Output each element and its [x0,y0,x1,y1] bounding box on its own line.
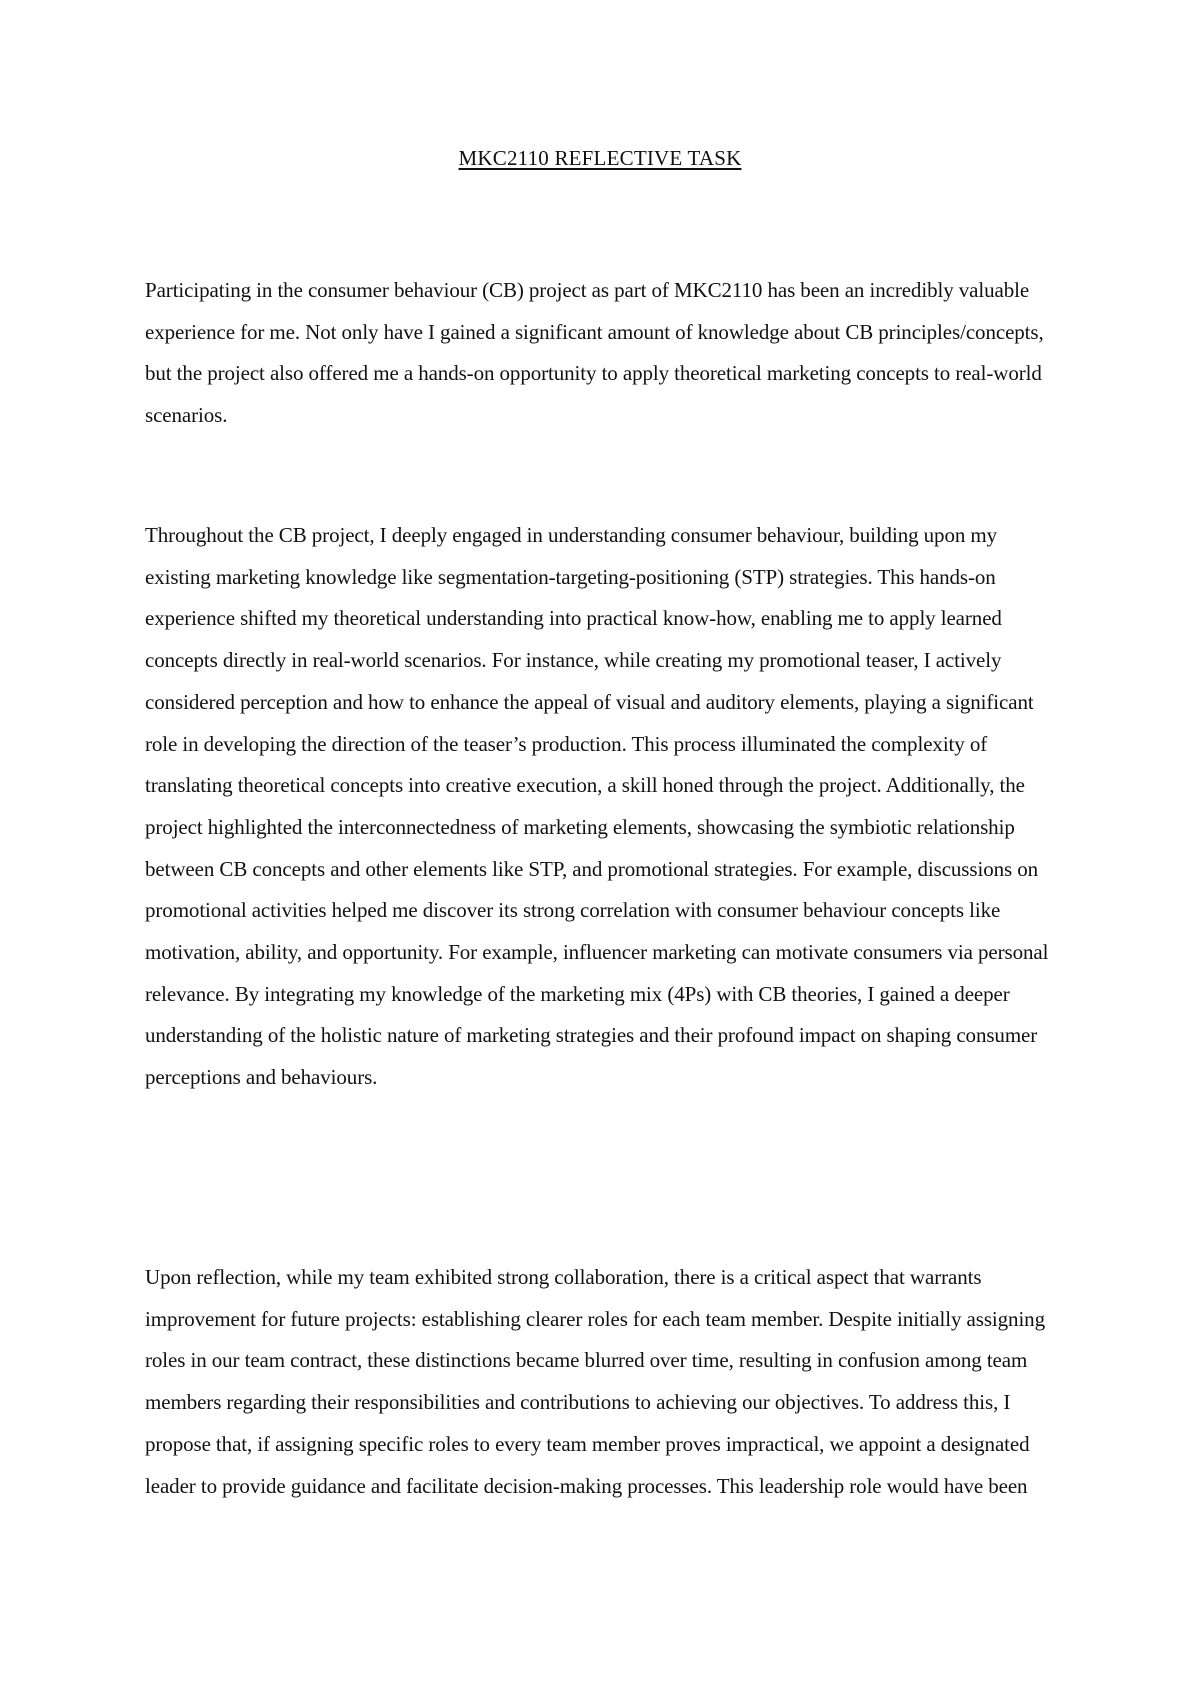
paragraph-introduction: Participating in the consumer behaviour (CB) project as part of MKC2110 has been an incredibly valuable experience for me. Not only have I gained a significant amount of knowledge about CB principles/concepts, but the project also offered me a hands-on opportunity to apply theoretical marketing concepts to real-world scenarios. [145,278,1044,428]
paragraph-reflection: Upon reflection, while my team exhibited strong collaboration, there is a critical aspect that warrants improvement for future projects: establishing clearer roles for each team member. Despite initially assigning roles in our team contract, these distinctions became blurred over time, resulting in confusion among team members regarding their responsibilities and contributions to achieving our objectives. To address this, I propose that, if assigning specific roles to every team member proves impractical, we appoint a designated leader to provide guidance and facilitate decision-making processes. This leadership role would have been [145,1265,1045,1498]
paragraph-project-experience: Throughout the CB project, I deeply engaged in understanding consumer behaviour, building upon my existing marketing knowledge like segmentation-targeting-positioning (STP) strategies. This hands-on experience shifted my theoretical understanding into practical know-how, enabling me to apply learned concepts directly in real-world scenarios. For instance, while creating my promotional teaser, I actively considered perception and how to enhance the appeal of visual and auditory elements, playing a significant role in developing the direction of the teaser’s production. This process illuminated the complexity of translating theoretical concepts into creative execution, a skill honed through the project. Additionally, the project highlighted the interconnectedness of marketing elements, showcasing the symbiotic relationship between CB concepts and other elements like STP, and promotional strategies. For example, discussions on promotional activities helped me discover its strong correlation with consumer behaviour concepts like motivation, ability, and opportunity. For example, influencer marketing can motivate consumers via personal relevance. By integrating my knowledge of the marketing mix (4Ps) with CB theories, I gained a deeper understanding of the holistic nature of marketing strategies and their profound impact on shaping consumer perceptions and behaviours. [145,523,1049,1090]
document-title: MKC2110 REFLECTIVE TASK [458,146,742,170]
